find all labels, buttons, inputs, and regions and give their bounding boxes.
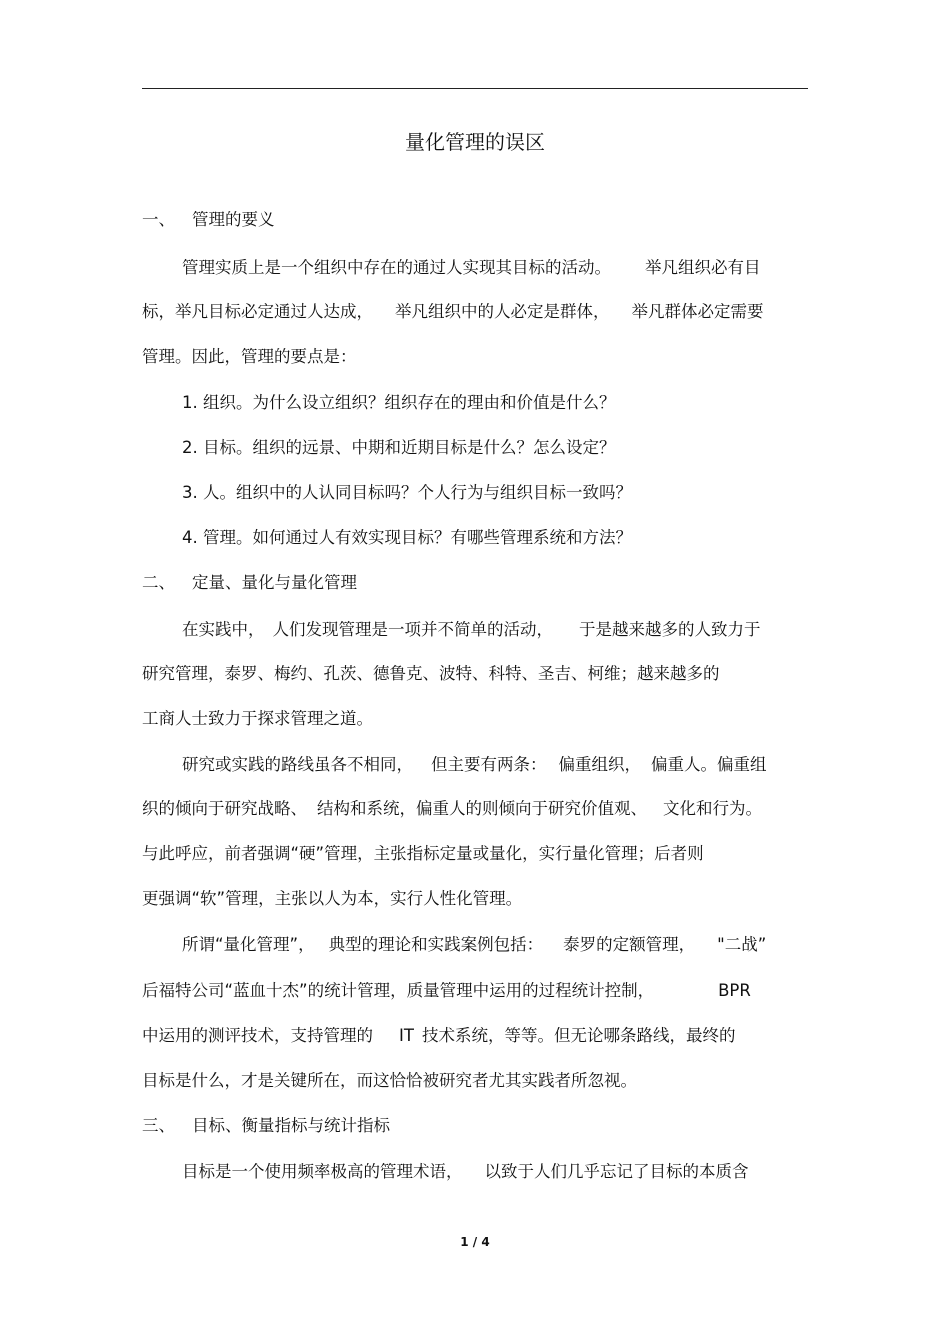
text-segment: IT: [399, 1026, 414, 1045]
paragraph-line: [142, 300, 764, 324]
paragraph-line: [142, 979, 751, 1003]
document-title: 量化管理的误区: [405, 130, 545, 154]
paragraph-line: 更强调“软”管理，主张以人为本，实行人性化管理。: [142, 889, 523, 908]
text-segment: 结构和系统，偏重人的则倾向于研究价值观、: [317, 799, 647, 818]
text-segment: 后福特公司“蓝血十杰”的统计管理，质量管理中运用的过程统计控制，: [142, 981, 655, 1000]
paragraph-line: [182, 753, 767, 777]
text-segment: "二战”: [717, 935, 767, 954]
paragraph-line: [142, 1024, 735, 1048]
text-segment: 中运用的测评技术，支持管理的: [142, 1026, 373, 1045]
text-segment: 泰罗的定额管理，: [563, 935, 696, 954]
list-item: 3. 人。组织中的人认同目标吗？个人行为与组织目标一致吗？: [182, 483, 632, 502]
list-item: 1. 组织。为什么设立组织？组织存在的理由和价值是什么？: [182, 393, 616, 412]
paragraph-line: 管理。因此，管理的要点是：: [142, 347, 357, 366]
text-segment: 偏重组织，: [558, 755, 641, 774]
section-number: 一、: [142, 210, 175, 229]
section-heading-2: [142, 571, 357, 595]
paragraph-line: [142, 797, 762, 821]
section-title: 定量、量化与量化管理: [192, 573, 357, 592]
paragraph-line: [182, 933, 766, 957]
paragraph-line: [182, 618, 761, 642]
section-heading-3: [142, 1114, 390, 1138]
paragraph-line: [182, 1160, 749, 1184]
text-segment: 偏重人。偏重组: [651, 755, 767, 774]
section-title: 目标、衡量指标与统计指标: [192, 1116, 390, 1135]
paragraph-line: 工商人士致力于探求管理之道。: [142, 709, 373, 728]
section-number: 三、: [142, 1116, 175, 1135]
section-title: 管理的要义: [192, 210, 275, 229]
text-segment: 织的倾向于研究战略、: [142, 799, 307, 818]
text-segment: 管理实质上是一个组织中存在的通过人实现其目标的活动。: [182, 258, 611, 277]
list-item: 2. 目标。组织的远景、中期和近期目标是什么？怎么设定？: [182, 438, 616, 457]
list-item: 4. 管理。如何通过人有效实现目标？有哪些管理系统和方法？: [182, 528, 632, 547]
paragraph-line: 研究管理，泰罗、梅约、孔茨、德鲁克、波特、科特、圣吉、柯维；越来越多的: [142, 664, 720, 683]
text-segment: 文化和行为。: [663, 799, 762, 818]
section-heading-1: [142, 208, 275, 232]
header-rule: [142, 88, 808, 89]
text-segment: 以致于人们几乎忘记了目标的本质含: [484, 1162, 749, 1181]
page-number: 1 / 4: [460, 1235, 490, 1249]
paragraph-line: 目标是什么，才是关键所在，而这恰恰被研究者尤其实践者所忽视。: [142, 1071, 637, 1090]
paragraph-line: [182, 256, 761, 280]
text-segment: 但主要有两条：: [431, 755, 547, 774]
text-segment: 标，举凡目标必定通过人达成，: [142, 302, 373, 321]
text-segment: 目标是一个使用频率极高的管理术语，: [182, 1162, 463, 1181]
text-segment: 技术系统，等等。但无论哪条路线，最终的: [421, 1026, 736, 1045]
text-segment: BPR: [718, 981, 751, 1000]
text-segment: 典型的理论和实践案例包括：: [328, 935, 544, 954]
text-segment: 在实践中，: [182, 620, 265, 639]
text-segment: 研究或实践的路线虽各不相同，: [182, 755, 413, 774]
text-segment: 举凡组织必有目: [645, 258, 761, 277]
text-segment: 所谓“量化管理”，: [182, 935, 315, 954]
text-segment: 举凡组织中的人必定是群体，: [395, 302, 610, 321]
text-segment: 于是越来越多的人致力于: [579, 620, 761, 639]
section-number: 二、: [142, 573, 175, 592]
text-segment: 举凡群体必定需要: [631, 302, 764, 321]
text-segment: 人们发现管理是一项并不简单的活动，: [272, 620, 553, 639]
paragraph-line: 与此呼应，前者强调“硬”管理，主张指标定量或量化，实行量化管理；后者则: [142, 844, 704, 863]
